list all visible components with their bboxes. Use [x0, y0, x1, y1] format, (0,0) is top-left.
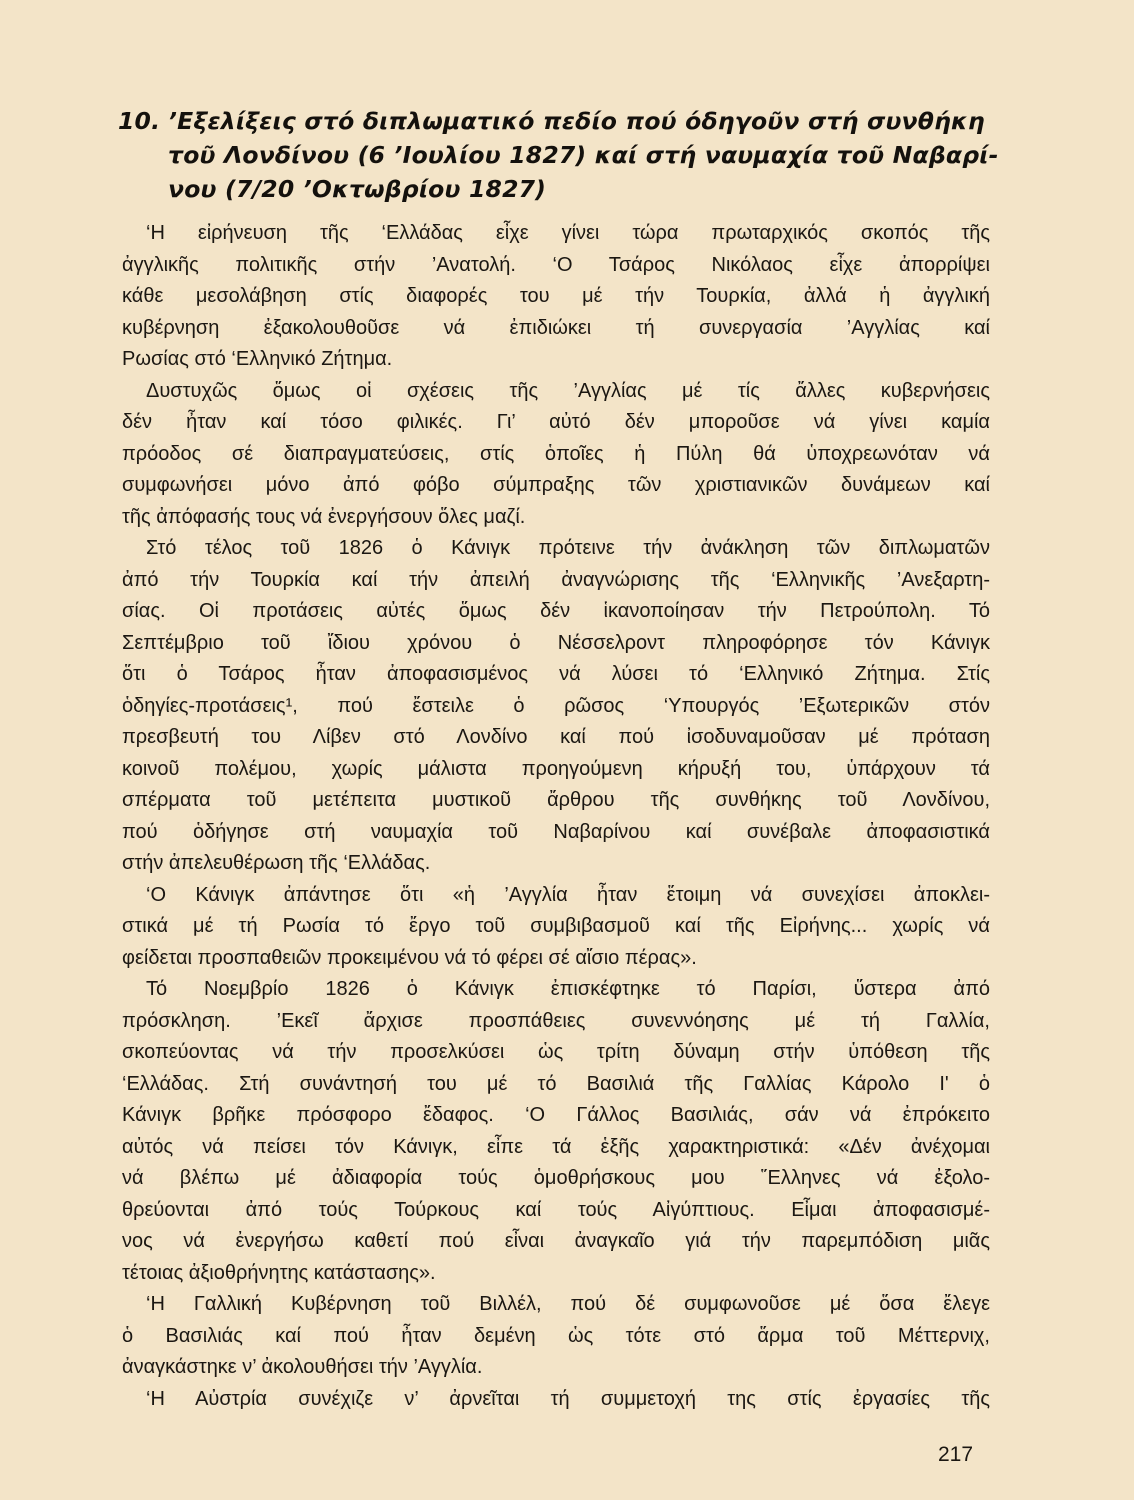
text-line: κάθε μεσολάβηση στίς διαφορές του μέ τήν Τουρκία, ἀλλά ἡ ἀγγλική	[122, 285, 990, 307]
text-line: θρεύονται ἀπό τούς Τούρκους καί τούς Αἰγύπτιους. Εἶμαι ἀποφασισμέ-	[122, 1198, 990, 1221]
text-line: ἀγγλικῆς πολιτικῆς στήν ’Ανατολή. ‘Ο Τσάρος Νικόλαος εἶχε ἀπορρίψει	[122, 253, 990, 276]
heading-line: 10. ’Εξελίξεις στό διπλωματικό πεδίο πού όδηγοῦν στή συνθήκη	[118, 104, 998, 138]
paragraph	[122, 974, 990, 1289]
paragraph	[122, 880, 990, 975]
text-line: κυβέρνηση ἐξακολουθοῦσε νά ἐπιδιώκει τή συνεργασία ’Αγγλίας καί	[122, 316, 990, 339]
text-line: νος νά ἐνεργήσω καθετί πού εἶναι ἀναγκαῖο γιά τήν παρεμπόδιση μιᾶς	[122, 1230, 990, 1252]
text-line: τῆς ἀπόφασής τους νά ἐνεργήσουν ὅλες μαζί.	[122, 505, 526, 528]
text-line: Τό Νοεμβρίο 1826 ὁ Κάνιγκ ἐπισκέφτηκε τό Παρίσι, ὕστερα ἀπό	[146, 978, 990, 1000]
text-line: πρεσβευτή του Λίβεν στό Λονδίνο καί πού ἰσοδυναμοῦσαν μέ πρόταση	[122, 726, 990, 748]
text-line: ἀπό τήν Τουρκία καί τήν ἀπειλή ἀναγνώρισης τῆς ‘Ελληνικῆς ’Ανεξαρτη-	[122, 568, 990, 591]
text-line: ὁδηγίες-προτάσεις¹, πού ἔστειλε ὁ ρῶσος ‘Υπουργός ’Εξωτερικῶν στόν	[122, 694, 990, 717]
text-line: συμφωνήσει μόνο ἀπό φόβο σύμπραξης τῶν χριστιανικῶν δυνάμεων καί	[122, 474, 990, 496]
text-line: ἀναγκάστηκε ν’ ἀκολουθήσει τήν ’Αγγλία.	[122, 1356, 483, 1378]
text-line: ‘Η Γαλλική Κυβέρνηση τοῦ Βιλλέλ, πού δέ συμφωνοῦσε μέ ὅσα ἔλεγε	[146, 1293, 990, 1315]
text-line: πού ὁδήγησε στή ναυμαχία τοῦ Ναβαρίνου καί συνέβαλε ἀποφασιστικά	[122, 820, 990, 843]
text-line: πρόοδος σέ διαπραγματεύσεις, στίς ὁποῖες ἡ Πύλη θά ὑποχρεωνόταν νά	[122, 442, 990, 465]
heading-line: τοῦ Λονδίνου (6 ’Ιουλίου 1827) καί στή ναυμαχία τοῦ Ναβαρί-	[168, 141, 999, 169]
text-line: Στό τέλος τοῦ 1826 ὁ Κάνιγκ πρότεινε τήν ἀνάκληση τῶν διπλωματῶν	[146, 537, 990, 559]
text-line: φείδεται προσπαθειῶν προκειμένου νά τό φέρει σέ αἴσιο πέρας».	[122, 946, 697, 969]
text-line: Ρωσίας στό ‘Ελληνικό Ζήτημα.	[122, 348, 393, 370]
text-line: τέτοιας ἀξιοθρήνητης κατάστασης».	[122, 1261, 436, 1284]
text-line: ‘Ο Κάνιγκ ἀπάντησε ὅτι «ἡ ’Αγγλία ἦταν ἕτοιμη νά συνεχίσει ἀποκλει-	[146, 883, 990, 906]
paragraph	[122, 533, 990, 880]
text-line: ‘Ελλάδας. Στή συνάντησή του μέ τό Βασιλιά τῆς Γαλλίας Κάρολο Ι' ὁ	[122, 1072, 990, 1095]
paragraph	[122, 1384, 990, 1416]
body-text	[122, 218, 990, 1415]
text-line: σκοπεύοντας νά τήν προσελκύσει ὡς τρίτη δύναμη στήν ὑπόθεση τῆς	[122, 1041, 990, 1063]
text-line: ‘Η εἰρήνευση τῆς ‘Ελλάδας εἶχε γίνει τώρα πρωταρχικός σκοπός τῆς	[146, 222, 990, 244]
text-line: πρόσκληση. ’Εκεῖ ἄρχισε προσπάθειες συνεννόησης μέ τή Γαλλία,	[122, 1009, 990, 1032]
section-heading	[118, 104, 998, 206]
paragraph	[122, 376, 990, 534]
text-line: Δυστυχῶς ὅμως οἱ σχέσεις τῆς ’Αγγλίας μέ τίς ἄλλες κυβερνήσεις	[146, 379, 990, 402]
text-line: στήν ἀπελευθέρωση τῆς ‘Ελλάδας.	[122, 852, 431, 874]
text-line: δέν ἦταν καί τόσο φιλικές. Γι’ αὐτό δέν μποροῦσε νά γίνει καμία	[122, 411, 990, 433]
text-line: ὅτι ὁ Τσάρος ἦταν ἀποφασισμένος νά λύσει τό ‘Ελληνικό Ζήτημα. Στίς	[122, 663, 990, 685]
heading-line: νου (7/20 ’Οκτωβρίου 1827)	[168, 175, 547, 203]
text-line: νά βλέπω μέ ἀδιαφορία τούς ὁμοθρήσκους μου ῞Ελληνες νά ἐξολο-	[122, 1167, 990, 1189]
text-line: Σεπτέμβριο τοῦ ἴδιου χρόνου ὁ Νέσσελροντ πληροφόρησε τόν Κάνιγκ	[122, 631, 990, 654]
text-line: σπέρματα τοῦ μετέπειτα μυστικοῦ ἄρθρου τῆς συνθήκης τοῦ Λονδίνου,	[122, 789, 990, 811]
text-line: Κάνιγκ βρῆκε πρόσφορο ἔδαφος. ‘Ο Γάλλος Βασιλιάς, σάν νά ἐπρόκειτο	[122, 1104, 990, 1126]
text-line: ὁ Βασιλιάς καί πού ἦταν δεμένη ὡς τότε στό ἅρμα τοῦ Μέττερνιχ,	[122, 1324, 990, 1347]
text-line: ‘Η Αὐστρία συνέχιζε ν’ ἀρνεῖται τή συμμετοχή της στίς ἐργασίες τῆς	[146, 1387, 990, 1410]
text-line: σίας. Οἱ προτάσεις αὐτές ὅμως δέν ἱκανοποίησαν τήν Πετρούπολη. Τό	[122, 600, 990, 622]
paragraph	[122, 218, 990, 376]
section-number: 10.	[118, 107, 161, 135]
text-line: κοινοῦ πολέμου, χωρίς μάλιστα προηγούμενη κήρυξή του, ὑπάρχουν τά	[122, 757, 990, 780]
text-line: αὐτός νά πείσει τόν Κάνιγκ, εἶπε τά ἑξῆς χαρακτηριστικά: «Δέν ἀνέχομαι	[122, 1135, 990, 1158]
paragraph	[122, 1289, 990, 1384]
page-number: 217	[938, 1443, 974, 1466]
text-line: στικά μέ τή Ρωσία τό ἔργο τοῦ συμβιβασμοῦ καί τῆς Εἰρήνης... χωρίς νά	[122, 915, 990, 937]
